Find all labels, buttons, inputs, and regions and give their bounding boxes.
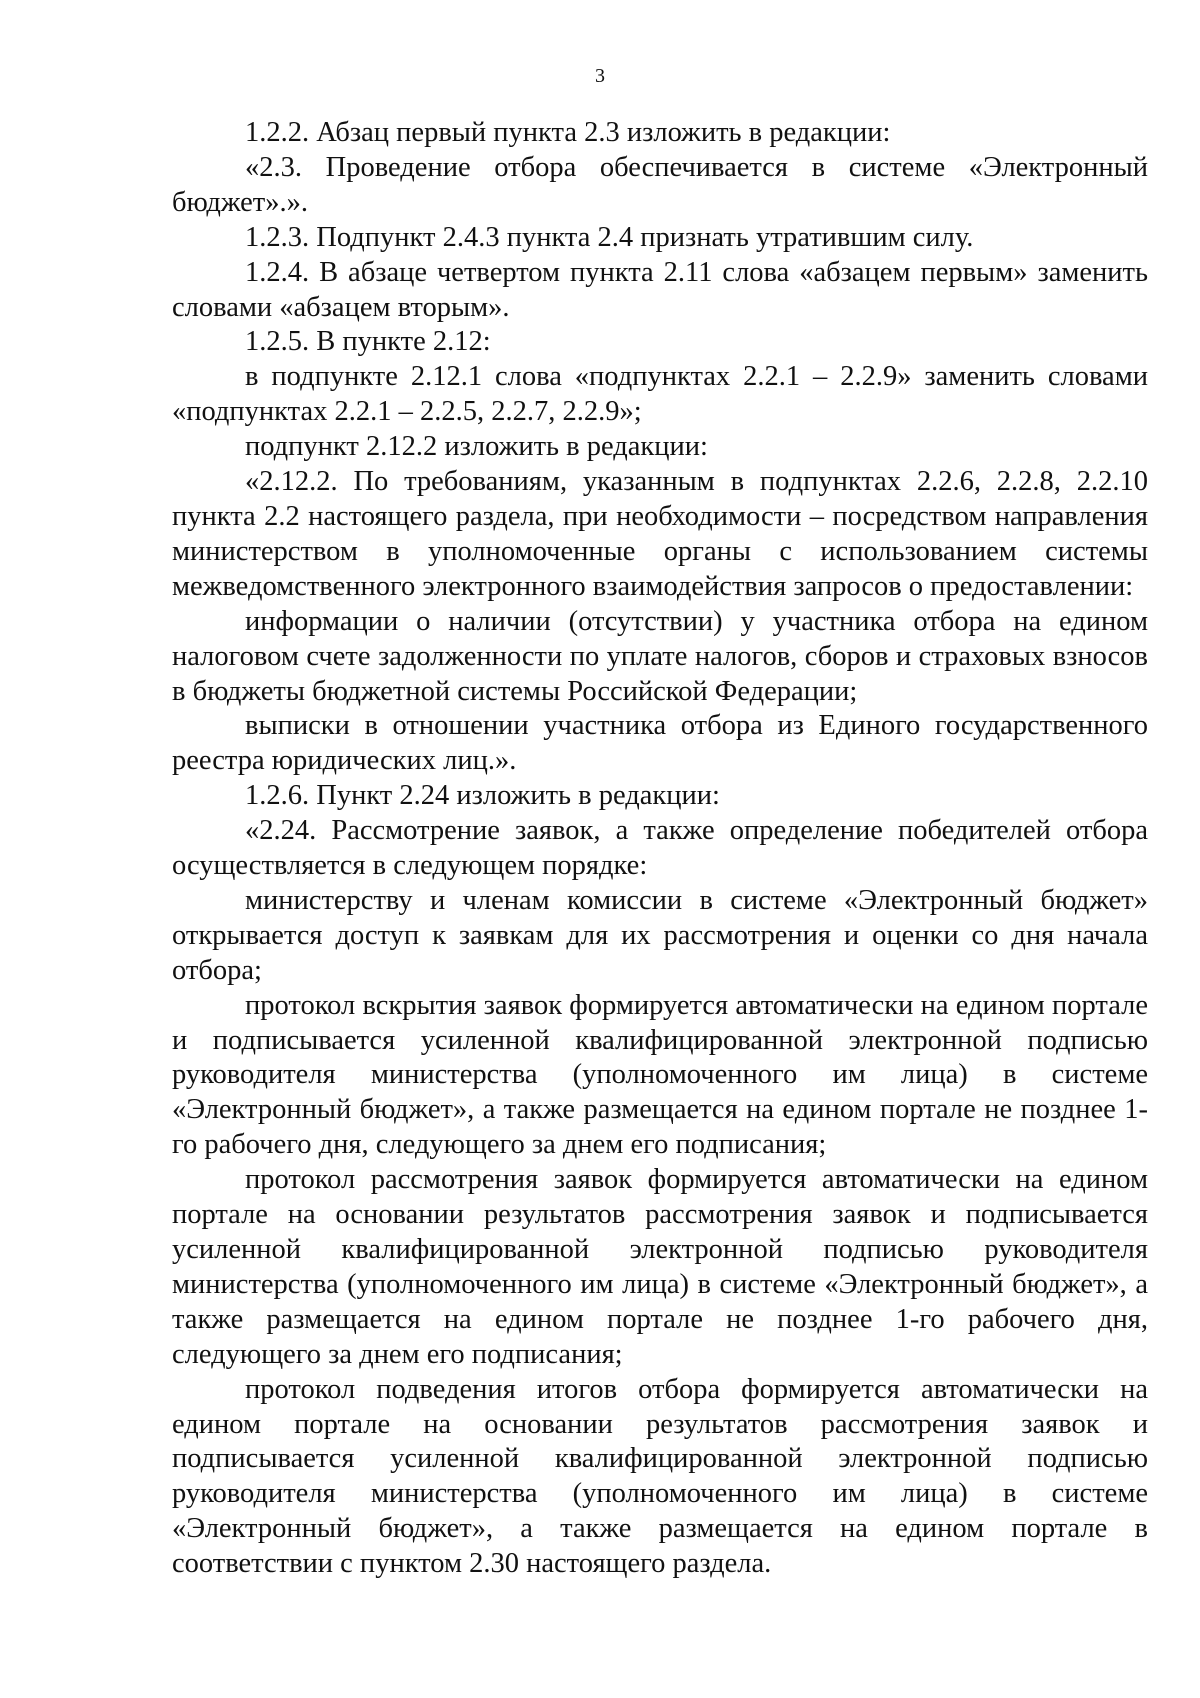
paragraph: 1.2.5. В пункте 2.12: — [245, 326, 491, 358]
paragraph: в подпункте 2.12.1 слова «подпунктах 2.2.1 – 2.2.9» заменить словами «подпунктах 2.2.1 – 2.2.5, 2.2.7, 2.2.9»; — [172, 361, 1148, 428]
document-body — [172, 116, 1148, 1582]
paragraph: протокол вскрытия заявок формируется автоматически на едином портале и подписывается усиленной квалифицированной электронной подписью руководителя министерства (уполномоченного им лица) в системе «Электронный бюджет», а также размещается на едином портале не позднее 1-го рабочего дня, следующего за днем его подписания; — [172, 989, 1148, 1161]
paragraph: 1.2.3. Подпункт 2.4.3 пункта 2.4 признать утратившим силу. — [245, 221, 974, 253]
paragraph: выписки в отношении участника отбора из Единого государственного реестра юридических лиц.». — [172, 710, 1148, 777]
paragraph: 1.2.4. В абзаце четвертом пункта 2.11 слова «абзацем первым» заменить словами «абзацем вторым». — [172, 256, 1148, 323]
paragraph: подпункт 2.12.2 изложить в редакции: — [245, 431, 708, 463]
page-number: 3 — [595, 65, 605, 87]
paragraph: протокол рассмотрения заявок формируется автоматически на едином портале на основании результатов рассмотрения заявок и подписывается усиленной квалифицированной электронной подписью руководителя министерства (уполномоченного им лица) в системе «Электронный бюджет», а также размещается на едином портале не позднее 1-го рабочего дня, следующего за днем его подписания; — [172, 1164, 1148, 1370]
paragraph: протокол подведения итогов отбора формируется автоматически на едином портале на основании результатов рассмотрения заявок и подписывается усиленной квалифицированной электронной подписью руководителя министерства (уполномоченного им лица) в системе «Электронный бюджет», а также размещается на едином портале в соответствии с пунктом 2.30 настоящего раздела. — [172, 1373, 1148, 1580]
paragraph: информации о наличии (отсутствии) у участника отбора на едином налоговом счете задолженности по уплате налогов, сборов и страховых взносов в бюджеты бюджетной системы Российской Федерации; — [172, 605, 1148, 707]
paragraph: «2.12.2. По требованиям, указанным в подпунктах 2.2.6, 2.2.8, 2.2.10 пункта 2.2 настоящего раздела, при необходимости – посредством направления министерством в уполномоченные органы с использованием системы межведомственного электронного взаимодействия запросов о предоставлении: — [172, 466, 1148, 602]
paragraph: «2.3. Проведение отбора обеспечивается в системе «Электронный бюджет».». — [172, 151, 1148, 218]
paragraph: 1.2.6. Пункт 2.24 изложить в редакции: — [245, 780, 720, 812]
paragraph: «2.24. Рассмотрение заявок, а также определение победителей отбора осуществляется в следующем порядке: — [172, 815, 1148, 882]
paragraph: министерству и членам комиссии в системе «Электронный бюджет» открывается доступ к заявкам для их рассмотрения и оценки со дня начала отбора; — [172, 884, 1148, 986]
paragraph: 1.2.2. Абзац первый пункта 2.3 изложить в редакции: — [245, 117, 891, 148]
